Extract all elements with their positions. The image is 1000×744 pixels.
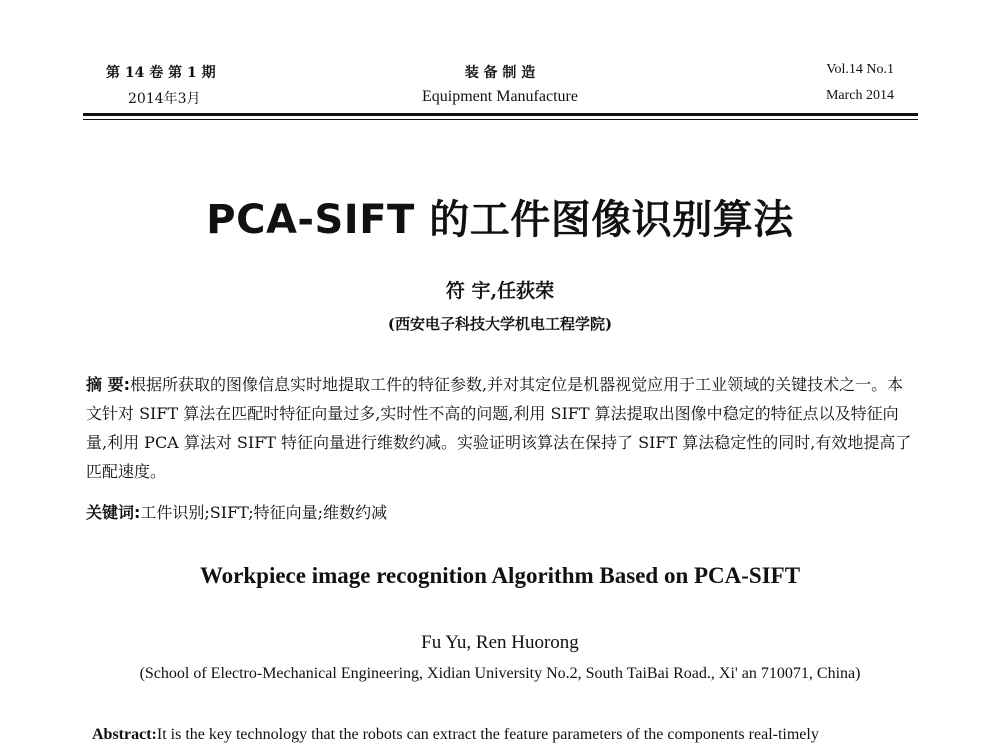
header-rule-thin — [83, 119, 918, 120]
affiliation-cn: (西安电子科技大学机电工程学院) — [387, 315, 613, 333]
journal-date: 2014年3月 — [128, 91, 201, 107]
affiliation-en: (School of Electro-Mechanical Engineering, Xidian University No.2, South TaiBai Road., Xi' an 710071, China) — [139, 665, 861, 682]
abstract-cn-label: 摘 要: — [86, 375, 130, 394]
authors-en: Fu Yu, Ren Huorong — [421, 632, 579, 653]
month-year: March 2014 — [825, 88, 894, 103]
abstract-cn — [86, 370, 914, 486]
authors-cn: 符 宇,任荻荣 — [445, 280, 555, 302]
abstract-en-text: It is the key technology that the robots can extract the feature parameters of the components real-timely — [156, 726, 819, 743]
keywords-cn-text: 工件识别;SIFT;特征向量;维数约减 — [140, 503, 388, 522]
journal-issue: 第 14 卷 第 1 期 — [106, 65, 216, 81]
header-rule-thick — [83, 113, 918, 116]
journal-name-cn: 装 备 制 造 — [464, 65, 536, 81]
abstract-cn-text: 根据所获取的图像信息实时地提取工件的特征参数,并对其定位是机器视觉应用于工业领域的关键技术之一。本文针对 SIFT 算法在匹配时特征向量过多,实时性不高的问题,利用 SIFT 算法提取出图像中稳定的特征点以及特征向量,利用 PCA 算法对 SIFT 特征向量进行维数约减。实验证明该算法在保持了 SIFT 算法稳定性的同时,有效地提高了匹配速度。 — [86, 375, 912, 481]
abstract-en — [92, 726, 819, 744]
abstract-en-label: Abstract: — [92, 726, 157, 743]
volume-number: Vol.14 No.1 — [826, 62, 894, 77]
paper-title-en: Workpiece image recognition Algorithm Based on PCA-SIFT — [199, 563, 801, 588]
paper-title-cn: PCA-SIFT 的工件图像识别算法 — [206, 197, 794, 243]
keywords-cn — [86, 500, 387, 523]
keywords-cn-label: 关键词: — [86, 503, 141, 522]
journal-name-en: Equipment Manufacture — [422, 88, 578, 105]
